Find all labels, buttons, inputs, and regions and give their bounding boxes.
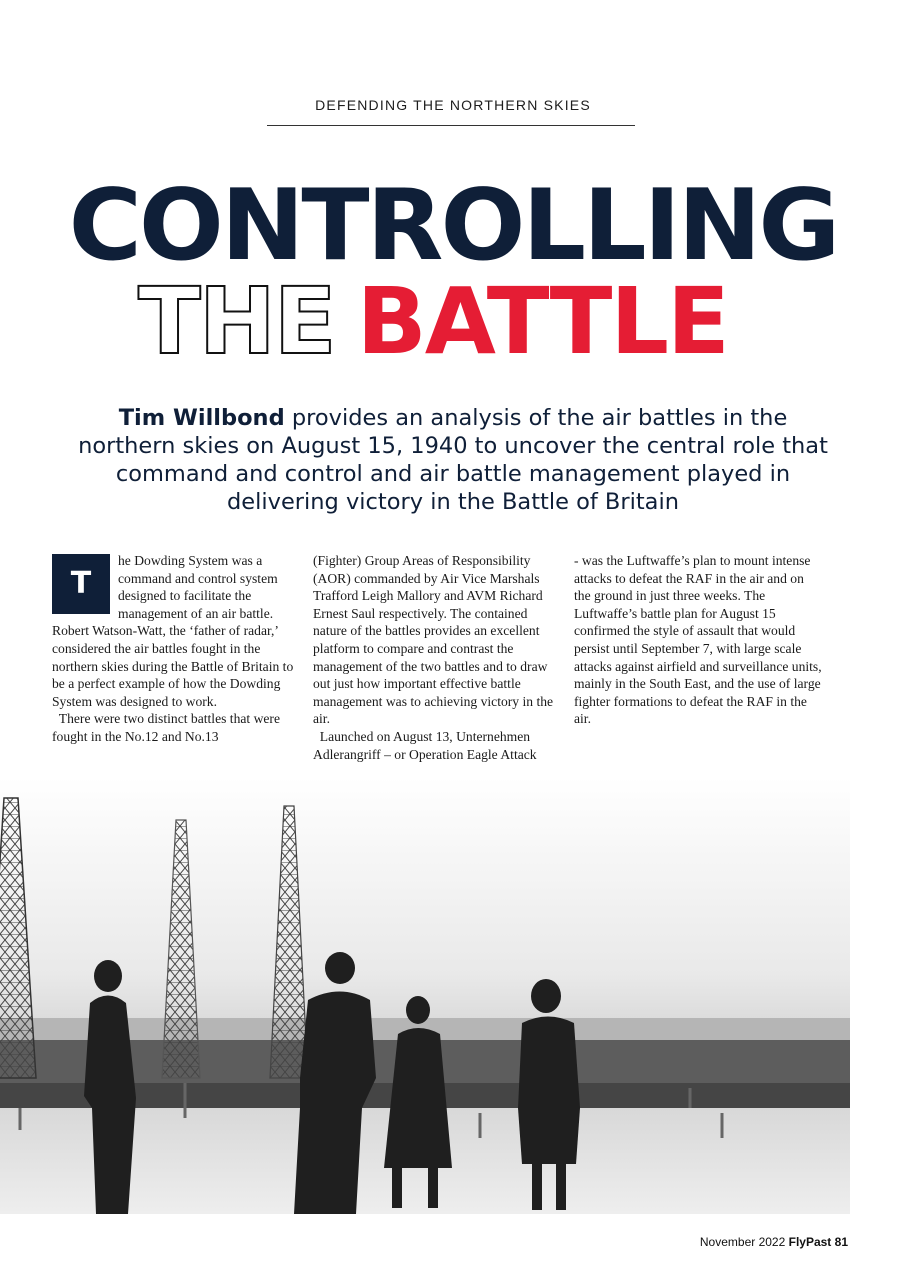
paragraph-text: Launched on August 13, Unternehmen Adlerangriff – or Operation Eagle Attack bbox=[313, 728, 537, 762]
kicker-divider bbox=[267, 125, 635, 126]
standfirst-text: provides an analysis of the air battles in the northern skies on August 15, 1940 to uncover the central role that command and control and air battle management played in delivering victory in the Battle of Britain bbox=[78, 405, 828, 515]
section-kicker: DEFENDING THE NORTHERN SKIES bbox=[315, 97, 591, 113]
issue-date: November 2022 bbox=[699, 1235, 789, 1249]
paragraph bbox=[313, 728, 561, 763]
headline-outline-word: THE bbox=[138, 268, 335, 375]
magazine-name: FlyPast bbox=[788, 1235, 832, 1249]
standfirst bbox=[70, 404, 836, 516]
article-body bbox=[52, 552, 822, 772]
page-number: 81 bbox=[834, 1235, 848, 1249]
headline-line2 bbox=[138, 268, 778, 375]
column-3 bbox=[574, 552, 822, 772]
paragraph bbox=[52, 552, 300, 710]
headline-line1: CONTROLLING bbox=[68, 169, 838, 283]
paragraph: - was the Luftwaffe’s plan to mount intense attacks to defeat the RAF in the air and on the ground in just three weeks. The Luftwaffe’s battle plan for August 15 confirmed the style of assault that would persist until September 7, with large scale attacks against airfield and surveillance units, mainly in the South East, and the use of large fighter formations to defeat the RAF in the air. bbox=[574, 553, 822, 727]
page-folio bbox=[700, 1235, 848, 1249]
column-1 bbox=[52, 552, 300, 772]
paragraph-text: he Dowding System was a command and control system designed to facilitate the management of an air battle. Robert Watson-Watt, the ‘father of radar,’ considered the air battles fought in the northern skies during the Battle of Britain to be a perfect example of how the Dowding System was designed to work. bbox=[52, 553, 294, 709]
photo-illustration bbox=[0, 778, 850, 1214]
paragraph-text: There were two distinct battles that were fought in the No.12 and No.13 bbox=[52, 711, 280, 744]
paragraph: (Fighter) Group Areas of Responsibility (AOR) commanded by Air Vice Marshals Trafford Leigh Mallory and AVM Richard Ernest Saul respectively. The contained nature of the battles provides an excellent platform to compare and contrast the management of the two battles and to draw out just how important effective battle management was to achieving victory in the air. bbox=[313, 553, 554, 727]
drop-cap: T bbox=[52, 554, 110, 614]
radar-station-photo bbox=[0, 778, 850, 1214]
headline-red-word: BATTLE bbox=[356, 268, 728, 375]
author-name: Tim Willbond bbox=[118, 405, 285, 431]
paragraph bbox=[52, 710, 300, 745]
column-2 bbox=[313, 552, 561, 772]
